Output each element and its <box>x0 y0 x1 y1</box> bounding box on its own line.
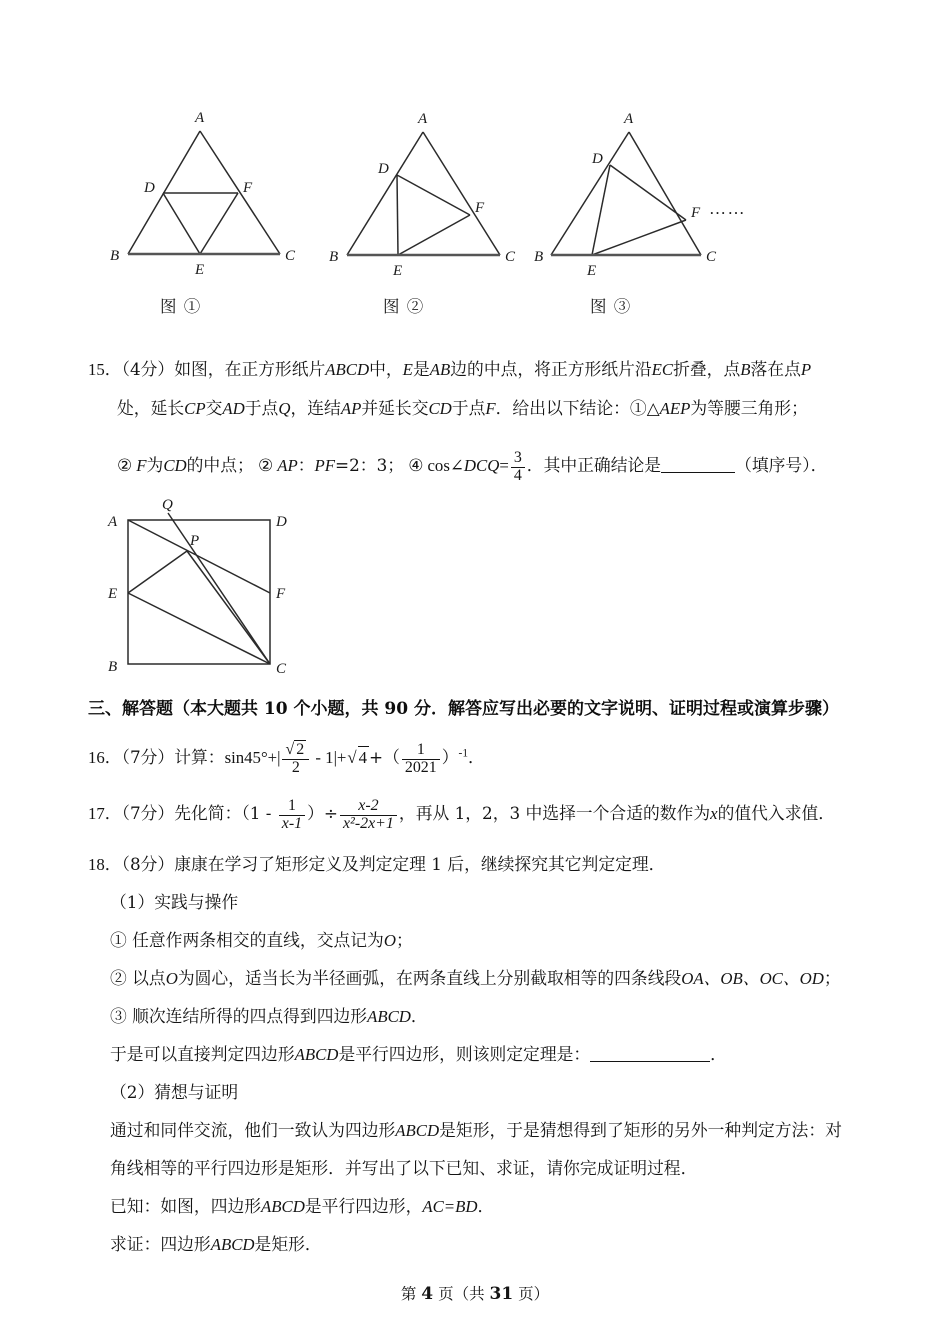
figure-2-label-E: E <box>393 263 403 279</box>
q17-tail-2: 的值代入求值． <box>717 802 836 823</box>
q17-frac2-num: x-2 <box>340 798 397 816</box>
q16-sqrt4-radicand: 4 <box>358 746 369 770</box>
q15-l2-v4: AP <box>340 399 362 418</box>
q15-l2-v5: CD <box>428 399 452 418</box>
footer-suffix: 页） <box>518 1285 550 1303</box>
q15-l1-v3: AB <box>429 360 451 379</box>
q18-conc1-mid: 是平行四边形，则该则定定理是： <box>338 1044 591 1064</box>
question-15-score: （4分） <box>121 359 175 379</box>
question-18-step-1 <box>110 929 413 953</box>
question-18-number: 18 <box>88 855 105 874</box>
q18-given-eq: AC=BD <box>422 1197 478 1216</box>
figure-1 <box>100 100 315 316</box>
q15-l2-s5: 并延长交 <box>361 398 429 418</box>
q18-step2-mid: 为圆心，适当长为半径画弧，在两条直线上分别截取相等的四条线段 <box>177 968 682 988</box>
q15-item-2-marker: ② <box>117 454 133 475</box>
q16-label: 计算： <box>174 746 225 767</box>
figure-2-label-F: F <box>475 200 485 216</box>
q18-given-var: ABCD <box>261 1197 305 1216</box>
figure-1-label-E: E <box>195 262 205 278</box>
q16-frac-den-2021: 2021 <box>404 758 437 776</box>
question-15-line-3 <box>117 450 827 485</box>
q15-l1-s4: 边的中点，将正方形纸片沿 <box>450 359 652 379</box>
q16-sqrt2-radicand: 2 <box>296 741 305 758</box>
question-18-step-3 <box>110 1005 428 1029</box>
q15-item-3-marker: ② <box>257 454 274 475</box>
q15-l3-v5: DCQ <box>463 455 500 475</box>
q15-l3-t4: =2：3； <box>335 454 405 475</box>
square-label-B: B <box>108 659 118 675</box>
q15-answer-blank[interactable] <box>661 455 735 473</box>
q16-expr-plus: +（ <box>369 746 400 767</box>
square-figure-svg <box>90 495 320 690</box>
q15-item-1-var: AEP <box>659 399 691 418</box>
figure-3-label-C: C <box>706 249 717 265</box>
q17-label: 先化简： <box>174 802 242 823</box>
q18-given-label: 已知：如图，四边形 <box>110 1196 262 1216</box>
triangle-figure-row <box>0 100 950 330</box>
question-18-part1-title: （1）实践与操作 <box>110 892 239 912</box>
figure-1-label-A: A <box>195 110 205 126</box>
q18-step3-text: ③ 顺次连结所得的四点得到四边形 <box>110 1006 368 1026</box>
q16-sqrt2-over-2 <box>282 742 309 777</box>
q15-l2-s6: 于点 <box>451 398 486 418</box>
figure-3-label-E: E <box>587 263 597 279</box>
q17-tail-var: x <box>710 803 718 823</box>
question-18-step-2 <box>110 967 841 991</box>
q18-prove-var: ABCD <box>210 1235 255 1254</box>
q15-l1-s1: 如图，在正方形纸片 <box>174 359 326 379</box>
q18-step1-end: ； <box>395 930 413 950</box>
footer-total-pages: 31 <box>489 1284 514 1304</box>
q17-open: （1 - <box>241 802 277 823</box>
figure-2-label-D: D <box>378 161 389 177</box>
q18-step1-var: O <box>383 931 396 950</box>
q15-item-1-triangle-symbol: △ <box>646 399 660 418</box>
q18-conc1-a: 于是可以直接判定四边形 <box>110 1044 295 1064</box>
q18-prove-end: 是矩形． <box>254 1234 322 1254</box>
q18-step1-text: ① 任意作两条相交的直线，交点记为 <box>110 930 384 950</box>
q16-frac-num-1: 1 <box>402 742 440 760</box>
page-footer <box>0 1282 950 1304</box>
figure-3-svg <box>534 100 800 285</box>
figure-2-label-C: C <box>505 249 516 265</box>
q15-l2-s2: 交 <box>205 398 223 418</box>
q15-l3-t3: ： <box>297 454 315 475</box>
figure-1-label-F: F <box>243 180 253 196</box>
q16-expr-end: ． <box>468 747 485 767</box>
square-label-F: F <box>276 586 286 602</box>
figure-2 <box>325 100 540 316</box>
q15-l1-v4: EC <box>651 360 674 379</box>
square-label-A: A <box>108 514 118 530</box>
question-18-conclusion-1 <box>110 1043 727 1067</box>
q15-l3-t1: 为 <box>146 454 164 475</box>
question-18-prove <box>110 1233 322 1257</box>
figure-1-label-D: D <box>144 180 155 196</box>
q15-l3-v2: CD <box>163 455 187 475</box>
q18-given-end: ． <box>477 1196 495 1216</box>
question-17-score: （7分） <box>121 802 175 823</box>
q18-step3-var: ABCD <box>367 1007 411 1026</box>
q15-l3-t2: 的中点； <box>186 454 254 475</box>
footer-page-number: 4 <box>421 1284 434 1304</box>
q15-l3-v4: PF <box>314 455 336 475</box>
q15-l2-v6: F <box>485 399 496 418</box>
q17-tail-1: ，再从 1，2，3 中选择一个合适的数作为 <box>398 802 711 823</box>
q15-frac-numerator: 3 <box>511 450 525 468</box>
q15-l3-t7: ．其中正确结论是 <box>526 454 662 475</box>
figure-2-svg <box>325 100 540 285</box>
q15-l3-v1: F <box>136 455 147 475</box>
question-15-line-2 <box>117 397 808 421</box>
figure-2-label-A: A <box>418 111 428 127</box>
figure-1-label-C: C <box>285 248 296 264</box>
q16-one-over-2021 <box>402 742 440 777</box>
q18-step2-text: ② 以点 <box>110 968 166 988</box>
q15-l2-s3: 于点 <box>244 398 279 418</box>
figure-2-label-B: B <box>329 249 339 265</box>
question-18-part2-title: （2）猜想与证明 <box>110 1082 239 1102</box>
q16-frac-den-2: 2 <box>291 758 300 776</box>
q18-conc1-var: ABCD <box>294 1045 339 1064</box>
square-label-D: D <box>276 514 287 530</box>
figure-1-caption: 图 ① <box>160 297 202 316</box>
q15-l1-s5: 折叠，点 <box>673 359 741 379</box>
q15-l3-t8: （填序号）． <box>735 454 828 475</box>
figure-3-label-A: A <box>624 111 634 127</box>
q15-l1-s6: 落在点 <box>750 359 801 379</box>
q16-sqrt4: √ 4 <box>346 746 369 770</box>
q16-sin-term: sin45°+| <box>224 747 281 767</box>
square-label-E: E <box>108 586 118 602</box>
figure-3-ellipsis: …… <box>709 199 746 218</box>
q15-item-1-text: 为等腰三角形； <box>690 398 808 418</box>
figure-3-caption: 图 ③ <box>590 297 632 316</box>
figure-3 <box>534 100 800 316</box>
q18-step2-var: O <box>165 969 178 988</box>
question-16: 16．（7分）计算：sin45°+| $\frac{√ 2}{2}$ - 1|+√ 4 +（ $\frac{1}{2021}$ ）$^{-1}$． <box>88 741 485 776</box>
question-15-number: 15 <box>88 360 105 379</box>
q15-fraction-three-quarters <box>511 450 525 485</box>
question-15-line-1: 15．（4分）如图，在正方形纸片ABCD中，E是AB边的中点，将正方形纸片沿EC折叠，点B落在点P <box>88 359 812 379</box>
q15-item-1-marker: ① <box>629 398 647 418</box>
q16-exponent: -1 <box>458 747 469 760</box>
square-label-Q: Q <box>162 497 173 513</box>
figure-2-caption: 图 ② <box>383 297 425 316</box>
q17-close: ）÷ <box>307 802 338 823</box>
q18-given-mid: 是平行四边形， <box>304 1196 423 1216</box>
q15-l2-s7: ．给出以下结论： <box>495 398 630 418</box>
q15-l2-s4: ，连结 <box>290 398 341 418</box>
q15-l2-v1: CP <box>184 399 206 418</box>
q15-l3-v3: AP <box>277 455 298 475</box>
q18-step3-end: ． <box>410 1006 428 1026</box>
q16-expr-close: ） <box>441 746 459 767</box>
section-3-heading: 三、解答题（本大题共 10 个小题，共 90 分．解答应写出必要的文字说明、证明过程或演算步骤） <box>88 699 839 719</box>
q15-l2-v2: AD <box>222 399 245 418</box>
question-17-number: 17 <box>88 803 105 823</box>
q17-fraction-2 <box>340 798 397 833</box>
question-18-para-1 <box>110 1119 842 1143</box>
q18-conc1-end: ． <box>710 1044 727 1064</box>
q18-step2-segments: OA、OB、OC、OD <box>681 969 824 988</box>
q18-answer-blank[interactable] <box>590 1044 710 1062</box>
figure-3-label-B: B <box>534 249 544 265</box>
q15-l1-v2: E <box>402 360 413 379</box>
q15-l2-s1: 处，延长 <box>117 398 185 418</box>
q15-l1-s2: 中， <box>369 359 403 379</box>
question-18-intro: 18．（8分）康康在学习了矩形定义及判定定理 1 后，继续探究其它判定定理． <box>88 854 666 874</box>
figure-3-label-D: D <box>592 151 603 167</box>
square-figure <box>90 495 320 690</box>
figure-1-label-B: B <box>110 248 120 264</box>
q15-frac-denominator: 4 <box>513 466 522 484</box>
footer-prefix: 第 <box>400 1285 417 1303</box>
q17-frac1-num: 1 <box>279 798 305 816</box>
footer-middle: 页（共 <box>438 1285 485 1303</box>
question-16-score: （7分） <box>121 746 175 767</box>
q15-l1-v6: P <box>800 360 812 379</box>
q18-para1-b: 是矩形，于是猜想得到了矩形的另外一种判定方法：对 <box>439 1120 842 1140</box>
q15-l2-v3: Q <box>278 399 291 418</box>
question-18-given <box>110 1195 494 1219</box>
q15-l3-t6: = <box>499 455 509 475</box>
figure-1-svg <box>100 100 315 285</box>
question-16-number: 16 <box>88 747 105 767</box>
q18-step2-end: ； <box>823 968 841 988</box>
q15-l3-t5: cos∠ <box>427 455 464 475</box>
q15-l1-v5: B <box>740 360 751 379</box>
q16-sqrt2: √ 2 <box>282 742 309 760</box>
square-label-P: P <box>190 533 200 549</box>
q16-expr-mid: - 1|+ <box>311 747 347 767</box>
q18-para1-a: 通过和同伴交流，他们一致认为四边形 <box>110 1120 396 1140</box>
figure-3-label-F: F <box>691 205 701 221</box>
square-label-C: C <box>276 661 287 677</box>
q15-l1-v1: ABCD <box>325 360 370 379</box>
question-17: 17．（7分）先化简：（1 - $\frac{1}{x-1}$ ）÷ $\frac{x-2}{\text{x²-2x+1}}$ ，再从 1，2，3 中选择一个合适的数作为x的值代入求值． <box>88 797 836 832</box>
q18-prove-label: 求证：四边形 <box>110 1234 211 1254</box>
q17-fraction-1 <box>279 798 305 833</box>
q18-intro-text: 康康在学习了矩形定义及判定定理 1 后，继续探究其它判定定理． <box>174 854 666 874</box>
question-18-score: （8分） <box>121 854 175 874</box>
q15-l1-s3: 是 <box>412 359 430 379</box>
question-18-para-2: 角线相等的平行四边形是矩形．并写出了以下已知、求证，请你完成证明过程． <box>110 1158 698 1178</box>
q17-frac2-den: x²-2x+1 <box>342 814 394 832</box>
q17-frac1-den: x-1 <box>281 814 303 832</box>
q15-item-4-marker: ④ <box>408 454 424 475</box>
q18-para1-var: ABCD <box>395 1121 440 1140</box>
